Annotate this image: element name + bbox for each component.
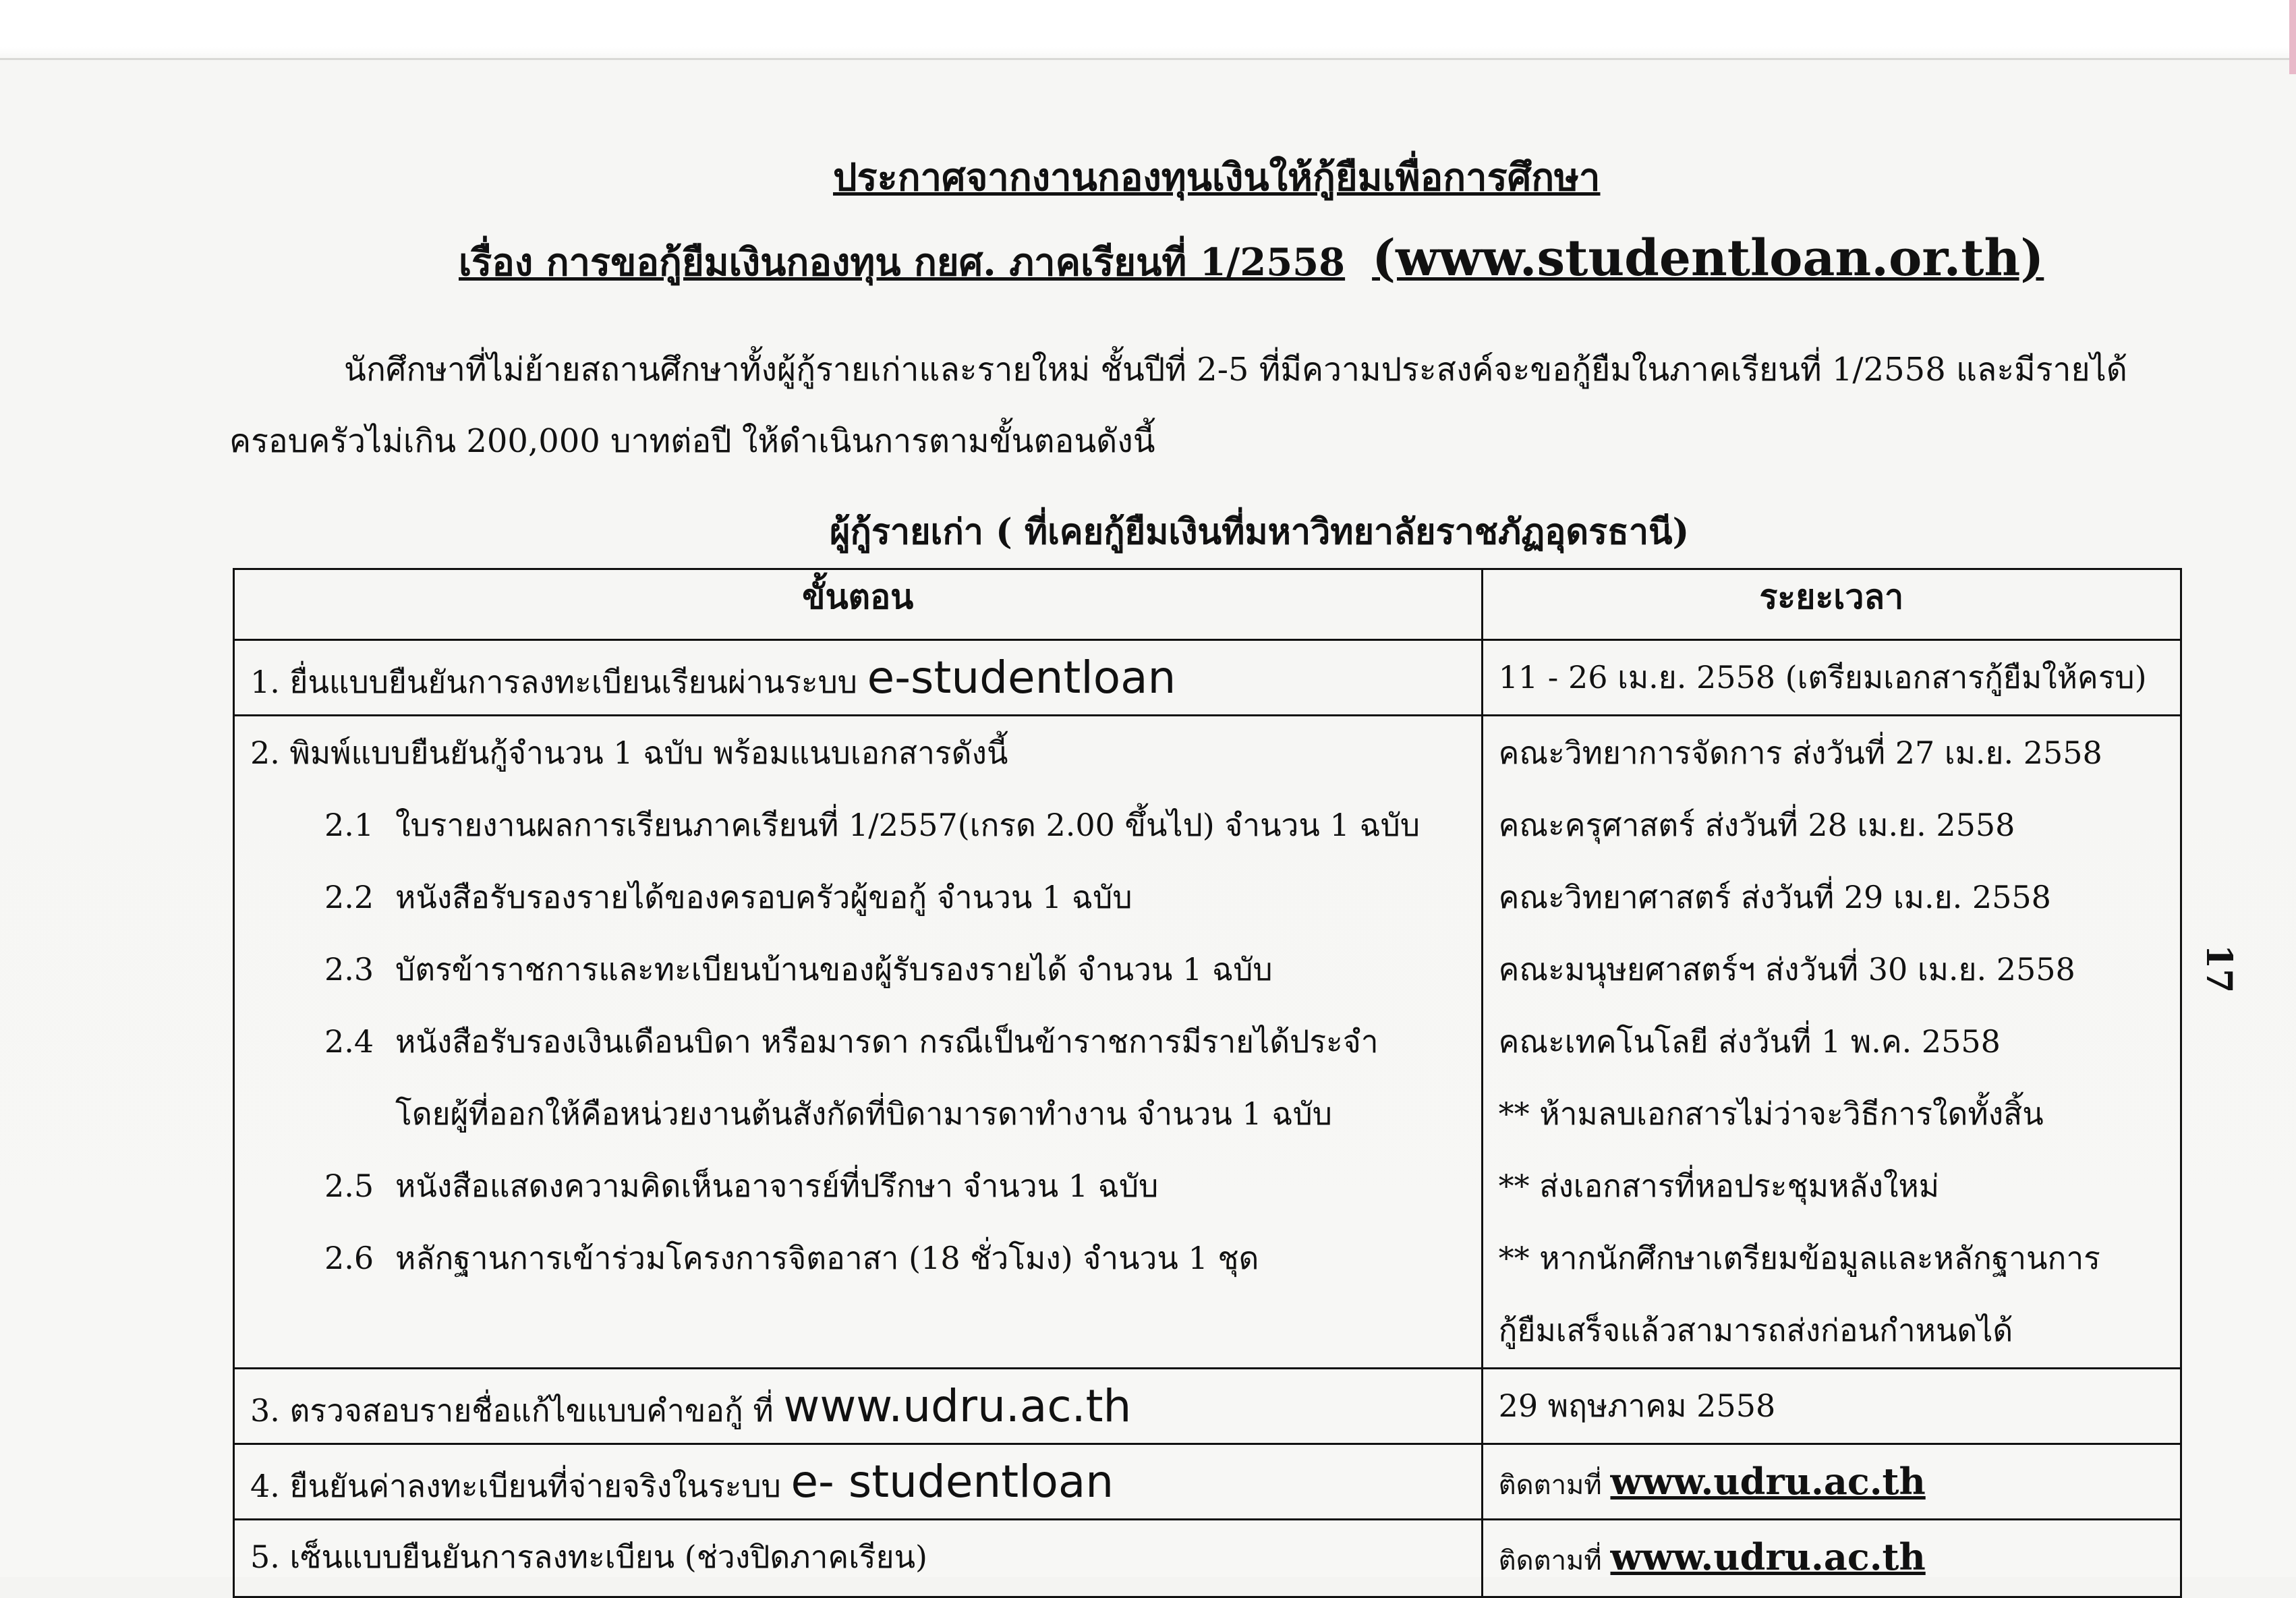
list-item: 2.3 บัตรข้าราชการและทะเบียนบ้านของผู้รับรองรายได้ จำนวน 1 ฉบับ xyxy=(324,951,1273,988)
table-header-row xyxy=(234,569,2181,640)
schedule-line: คณะครุศาสตร์ ส่งวันที่ 28 เม.ย. 2558 xyxy=(1498,807,2015,843)
period-cell xyxy=(1482,716,2181,1369)
list-item: 2.2 หนังสือรับรองรายได้ของครอบครัวผู้ขอกู้ จำนวน 1 ฉบับ xyxy=(324,879,1132,915)
list-item: 2.5 หนังสือแสดงความคิดเห็นอาจารย์ที่ปรึกษา จำนวน 1 ฉบับ xyxy=(324,1168,1159,1204)
step-cell xyxy=(234,640,1483,716)
period-cell xyxy=(1482,1369,2181,1444)
step-text: 1. ยื่นแบบยืนยันการลงทะเบียนเรียนผ่านระบบ xyxy=(250,664,867,700)
table-row xyxy=(234,1444,2181,1520)
website-link[interactable]: www.udru.ac.th xyxy=(1610,1460,1926,1503)
step-text: 3. ตรวจสอบรายชื่อแก้ไขแบบคำขอกู้ ที่ xyxy=(250,1392,784,1429)
list-item: 2.6 หลักฐานการเข้าร่วมโครงการจิตอาสา (18 ชั่วโมง) จำนวน 1 ชุด xyxy=(324,1240,1259,1276)
header-steps: ขั้นตอน xyxy=(234,569,1483,640)
period-cell xyxy=(1482,640,2181,716)
schedule-line: คณะมนุษยศาสตร์ฯ ส่งวันที่ 30 เม.ย. 2558 xyxy=(1498,951,2075,988)
step-text: 5. เซ็นแบบยืนยันการลงทะเบียน (ช่วงปิดภาคเรียน) xyxy=(250,1539,927,1575)
page-corner xyxy=(2289,0,2296,74)
website-link[interactable]: www.udru.ac.th xyxy=(1610,1535,1926,1578)
list-item: 2.4 หนังสือรับรองเงินเดือนบิดา หรือมารดา กรณีเป็นข้าราชการมีรายได้ประจำ xyxy=(324,1023,1379,1060)
step-cell xyxy=(234,716,1483,1369)
schedule-line: คณะวิทยาศาสตร์ ส่งวันที่ 29 เม.ย. 2558 xyxy=(1498,879,2051,915)
step-heading: 2. พิมพ์แบบยืนยันกู้จำนวน 1 ฉบับ พร้อมแนบเอกสารดังนี้ xyxy=(250,735,1008,771)
page-number: 17 xyxy=(2198,944,2239,994)
table-row xyxy=(234,1369,2181,1444)
list-item: 2.1 ใบรายงานผลการเรียนภาคเรียนที่ 1/2557(เกรด 2.00 ขึ้นไป) จำนวน 1 ฉบับ xyxy=(324,807,1420,843)
step-text: 4. ยืนยันค่าลงทะเบียนที่จ่ายจริงในระบบ xyxy=(250,1468,791,1504)
step-cell xyxy=(234,1444,1483,1520)
follow-label: ติดตามที่ xyxy=(1498,1470,1611,1501)
period-cell xyxy=(1482,1444,2181,1520)
document-title: ประกาศจากงานกองทุนเงินให้กู้ยืมเพื่อการศึกษา xyxy=(833,155,1601,200)
period-cell xyxy=(1482,1520,2181,1597)
website-link[interactable]: www.udru.ac.th xyxy=(783,1380,1132,1432)
intro-line-1: นักศึกษาที่ไม่ย้ายสถานศึกษาทั้งผู้กู้รายเก่าและรายใหม่ ชั้นปีที่ 2-5 ที่มีความประสงค์จะขอกู้ยืมในภาคเรียนที่ 1/2558 และมีรายได้ xyxy=(344,351,2127,389)
note-line: ** ส่งเอกสารที่หอประชุมหลังใหม่ xyxy=(1498,1168,1940,1204)
intro-line-2: ครอบครัวไม่เกิน 200,000 บาทต่อปี ให้ดำเนินการตามขั้นตอนดังนี้ xyxy=(229,422,1155,460)
intro-paragraph xyxy=(229,334,2212,477)
document-subject xyxy=(459,229,2044,292)
period-text: 29 พฤษภาคม 2558 xyxy=(1498,1388,1776,1424)
schedule-line: คณะเทคโนโลยี ส่งวันที่ 1 พ.ค. 2558 xyxy=(1498,1023,2001,1060)
note-line: กู้ยืมเสร็จแล้วสามารถส่งก่อนกำหนดได้ xyxy=(1498,1312,2013,1348)
schedule-line: คณะวิทยาการจัดการ ส่งวันที่ 27 เม.ย. 2558 xyxy=(1498,735,2102,771)
system-name: e-studentloan xyxy=(867,652,1176,704)
procedure-table xyxy=(233,568,2182,1598)
page-edge xyxy=(0,58,2296,60)
header-period: ระยะเวลา xyxy=(1482,569,2181,640)
step-cell xyxy=(234,1520,1483,1597)
system-name: e- studentloan xyxy=(791,1456,1114,1508)
subject-url: (www.studentloan.or.th) xyxy=(1372,229,2044,287)
table-row xyxy=(234,640,2181,716)
note-line: ** ห้ามลบเอกสารไม่ว่าจะวิธีการใดทั้งสิ้น xyxy=(1498,1095,2044,1132)
follow-label: ติดตามที่ xyxy=(1498,1545,1611,1576)
subject-text: เรื่อง การขอกู้ยืมเงินกองทุน กยศ. ภาคเรียนที่ 1/2558 xyxy=(459,240,1346,285)
table-row xyxy=(234,716,2181,1369)
list-item: โดยผู้ที่ออกให้คือหน่วยงานต้นสังกัดที่บิดามารดาทำงาน จำนวน 1 ฉบับ xyxy=(395,1095,1333,1132)
note-line: ** หากนักศึกษาเตรียมข้อมูลและหลักฐานการ xyxy=(1498,1240,2100,1276)
table-row xyxy=(234,1520,2181,1597)
period-text: 11 - 26 เม.ย. 2558 (เตรียมเอกสารกู้ยืมให้ครบ) xyxy=(1498,659,2147,695)
section-heading: ผู้กู้รายเก่า ( ที่เคยกู้ยืมเงินที่มหาวิทยาลัยราชภัฏอุดรธานี) xyxy=(830,511,1690,552)
step-cell xyxy=(234,1369,1483,1444)
